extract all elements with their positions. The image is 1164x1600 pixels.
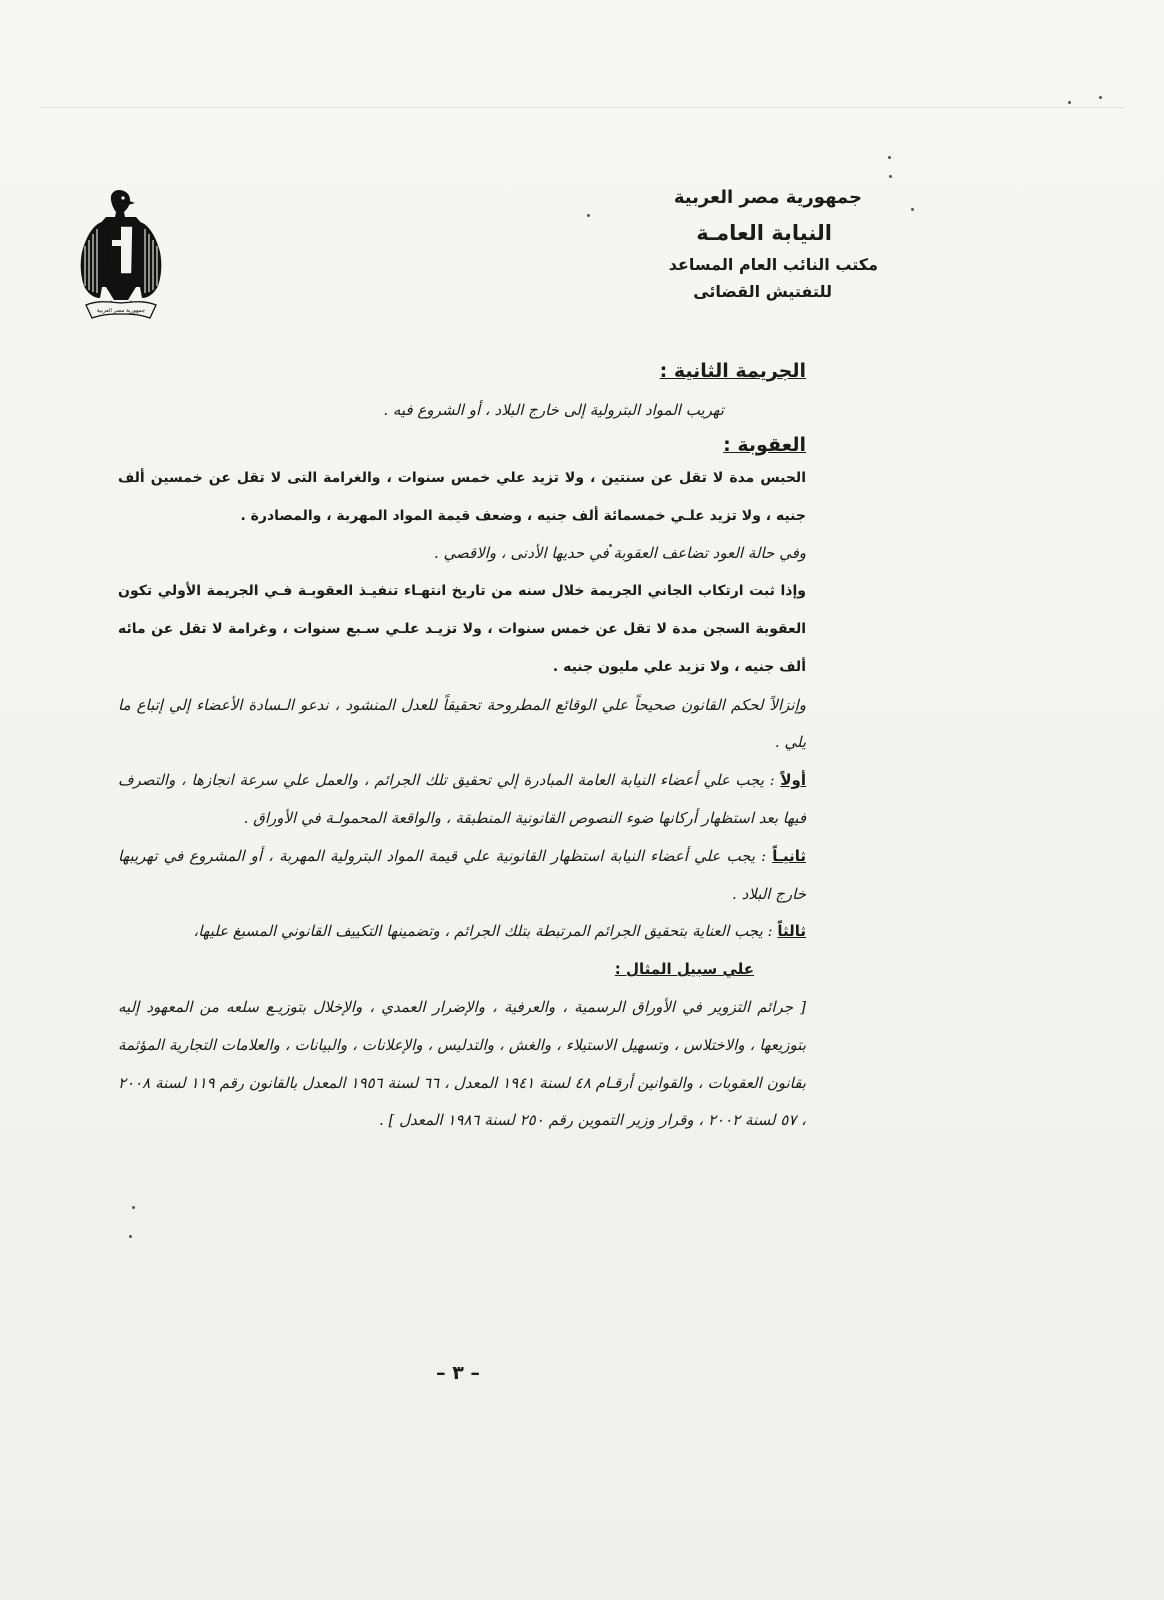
example-text: [ جرائم التزوير في الأوراق الرسمية ، والعرفية ، والإضرار العمدي ، والإخلال بتوزيـع سلعه من المعهود إليه بتوزيعها ، والاختلاس ، وتسهيل الاستيلاء ، والغش ، والتدليس ، والإعلانات ، والبيانات ، والعلامات التجارية المؤثمة بقانون العقوبات ، والقوانين أرقـام ٤٨ لسنة ١٩٤١ المعدل ، ٦٦ لسنة ١٩٥٦ المعدل بالقانون رقم ١١٩ لسنة ٢٠٠٨ ، ٥٧ لسنة ٢٠٠٢ ، وقرار وزير التموين رقم ٢٥٠ لسنة ١٩٨٦ المعدل ] .: [118, 997, 806, 1130]
instruction-text: : يجب علي أعضاء النيابة استظهار القانونية علي قيمة المواد البترولية المهربة ، أو المشروع في تهريبها خارج البلاد .: [118, 846, 806, 903]
instruction-item: [118, 838, 806, 914]
intro-paragraph: وإنزالاً لحكم القانون صحيحاً علي الوقائع المطروحة تحقيقاً للعدل المنشود ، ندعو الـسادة الأعضاء إلي إتباع ما يلي .: [118, 695, 806, 752]
penalty-main-text: الحبس مدة لا تقل عن سنتين ، ولا تزيد علي خمس سنوات ، والغرامة التى لا تقل عن خمسين ألف جنيه ، ولا تزيد علـي خمسمائة ألف جنيه ، وضعف قيمة المواد المهربة ، والمصادرة .: [118, 469, 806, 524]
instruction-text: : يجب العناية بتحقيق الجرائم المرتبطة بتلك الجرائم ، وتضمينها التكييف القانوني المسبغ عليها،: [193, 922, 778, 941]
scan-speck: [587, 214, 590, 217]
scan-speck: [911, 208, 914, 211]
document-body: [118, 356, 806, 1140]
scan-speck: [888, 156, 891, 159]
emblem-caption: جمهورية مصر العربية: [96, 308, 146, 314]
crime-title: الجريمة الثانية :: [659, 360, 806, 382]
penalty-recidivism: وفي حالة العود تضاعف العقوبة في حديها الأدنى ، والاقصي .: [433, 544, 806, 563]
scan-top-line: [40, 107, 1124, 108]
letterhead: [612, 187, 878, 301]
instruction-label: ثالثاً: [777, 922, 806, 941]
instruction-text: : يجب علي أعضاء النيابة العامة المبادرة إلي تحقيق تلك الجرائم ، والعمل علي سرعة انجازها ، والتصرف فيها بعد استظهار أركانها ضوء النصوص القانونية المنطبقة ، والواقعة المحمولـة في الأوراق .: [118, 771, 806, 827]
penalty-title: العقوبة :: [723, 433, 806, 456]
office-name: مكتب النائب العام المساعد: [668, 254, 878, 274]
instruction-item: [118, 762, 806, 838]
country-name: جمهورية مصر العربية: [673, 187, 862, 208]
scan-speck: [889, 175, 892, 178]
example-title: علي سبيل المثال :: [614, 960, 754, 979]
emblem: [70, 182, 172, 332]
page-number: – ٣ –: [436, 1362, 480, 1384]
eagle-emblem-icon: [70, 182, 172, 332]
instruction-label: ثانيـاً: [772, 846, 806, 865]
scan-speck: [129, 1235, 132, 1238]
authority-name: النيابة العامـة: [696, 220, 832, 245]
penalty-repeat-case: وإذا ثبت ارتكاب الجاني الجريمة خلال سنه من تاريخ انتهـاء تنفيـذ العقوبـة فـي الجريمة الأولي تكون العقوبة السجن مدة لا تقل عن خمس سنوات ، ولا تزيـد علـي سـبع سنوات ، وغرامة لا تقل عن مائه ألف جنيه ، ولا تزيد علي مليون جنيه .: [118, 583, 806, 675]
instruction-label: أولاً: [780, 771, 806, 790]
crime-description: تهريب المواد البترولية إلى خارج البلاد ، أو الشروع فيه .: [383, 401, 724, 419]
scan-speck: [132, 1206, 135, 1209]
instruction-item: [118, 913, 806, 951]
scan-speck: [1068, 101, 1071, 104]
scan-speck: [1099, 96, 1102, 99]
department-name: للتفتيش القضائى: [693, 281, 832, 301]
